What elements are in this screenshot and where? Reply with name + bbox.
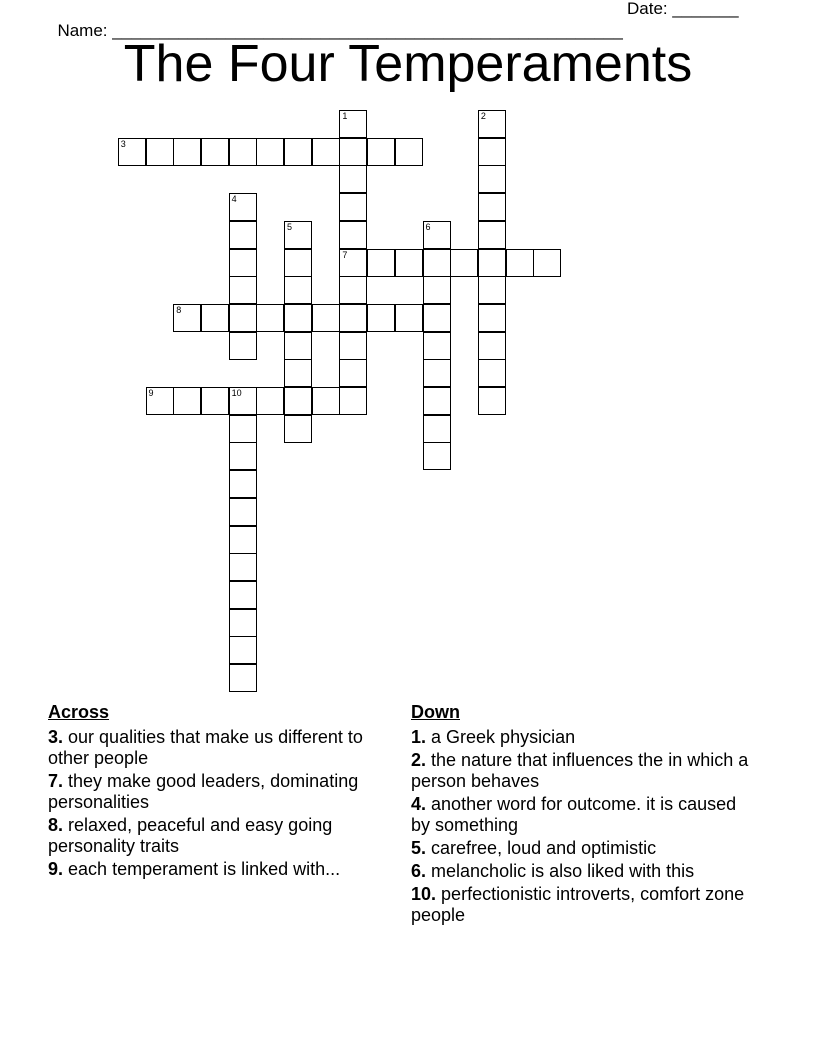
crossword-cell[interactable] [229,415,257,443]
across-clues [48,701,388,882]
crossword-cell[interactable] [201,387,229,415]
clue-text: carefree, loud and optimistic [431,838,657,858]
crossword-cell[interactable] [478,165,506,193]
crossword-cell[interactable] [423,221,451,249]
crossword-cell[interactable] [478,276,506,304]
crossword-cell[interactable] [229,664,257,692]
crossword-cell[interactable] [284,415,312,443]
clue-across-7 [48,771,388,813]
crossword-cell[interactable] [478,249,506,277]
down-heading: Down [411,702,460,722]
clue-number: 2. [411,750,427,770]
clue-across-9 [48,859,388,880]
clue-text: perfectionistic introverts, comfort zone people [411,884,745,925]
crossword-cell[interactable] [339,221,367,249]
clue-text: our qualities that make us different to other people [48,727,363,768]
clue-down-5 [411,838,756,859]
crossword-cell[interactable] [312,138,340,166]
crossword-cell[interactable] [173,387,201,415]
clue-number: 9. [48,859,64,879]
clue-number: 6. [411,861,427,881]
crossword-cell[interactable] [229,387,257,415]
crossword-cell[interactable] [395,304,423,332]
crossword-cell[interactable] [506,249,534,277]
crossword-cell[interactable] [118,138,146,166]
cell-number: 3 [120,138,126,149]
crossword-cell[interactable] [229,304,257,332]
crossword-cell[interactable] [312,304,340,332]
crossword-cell[interactable] [256,304,284,332]
crossword-cell[interactable] [146,138,174,166]
crossword-cell[interactable] [339,387,367,415]
crossword-cell[interactable] [284,276,312,304]
crossword-cell[interactable] [339,304,367,332]
clue-text: the nature that influences the in which a person behaves [411,750,749,791]
clue-down-4 [411,794,756,836]
clue-across-8 [48,815,388,857]
crossword-cell[interactable] [339,193,367,221]
clue-number: 3. [48,727,64,747]
crossword-cell[interactable] [367,138,395,166]
cell-number: 4 [231,194,237,205]
crossword-cell[interactable] [229,526,257,554]
crossword-cell[interactable] [229,332,257,360]
clue-number: 10. [411,884,437,904]
date-field[interactable]: Date: _______ [627,0,739,18]
cell-number: 5 [287,221,293,232]
crossword-cell[interactable] [229,193,257,221]
clue-text: each temperament is linked with... [68,859,341,879]
crossword-cell[interactable] [284,138,312,166]
crossword-cell[interactable] [229,138,257,166]
crossword-cell[interactable] [478,110,506,138]
crossword-cell[interactable] [339,138,367,166]
crossword-cell[interactable] [201,138,229,166]
across-heading: Across [48,702,110,722]
crossword-cell[interactable] [339,110,367,138]
crossword-cell[interactable] [478,138,506,166]
crossword-cell[interactable] [478,387,506,415]
cell-number: 2 [480,111,486,121]
crossword-cell[interactable] [423,387,451,415]
cell-number: 1 [342,111,348,121]
cell-number: 8 [176,304,182,315]
crossword-cell[interactable] [229,276,257,304]
cell-number: 9 [148,388,154,398]
crossword-cell[interactable] [478,359,506,387]
cell-number: 7 [342,249,348,260]
crossword-cell[interactable] [423,276,451,304]
crossword-cell[interactable] [229,221,257,249]
crossword-cell[interactable] [173,304,201,332]
crossword-cell[interactable] [478,221,506,249]
clue-down-6 [411,861,756,882]
page-title: The Four Temperaments [123,35,693,93]
crossword-cell[interactable] [201,304,229,332]
down-clues [411,701,756,928]
crossword-cell[interactable] [256,387,284,415]
crossword-cell[interactable] [339,332,367,360]
crossword-cell[interactable] [339,276,367,304]
crossword-cell[interactable] [395,138,423,166]
clue-number: 8. [48,815,64,835]
clue-text: a Greek physician [431,727,576,747]
crossword-cell[interactable] [229,249,257,277]
crossword-cell[interactable] [229,636,257,664]
clue-down-2 [411,750,756,792]
clue-down-10 [411,884,756,926]
clue-text: they make good leaders, dominating personalities [48,771,359,812]
clue-text: relaxed, peaceful and easy going personality traits [48,815,333,856]
crossword-cell[interactable] [284,249,312,277]
crossword-cell[interactable] [533,249,561,277]
cell-number: 10 [231,388,242,398]
cell-number: 6 [425,221,431,232]
crossword-cell[interactable] [146,387,174,415]
clue-number: 4. [411,794,427,814]
crossword-cell[interactable] [450,249,478,277]
crossword-cell[interactable] [339,165,367,193]
crossword-cell[interactable] [478,304,506,332]
clue-text: another word for outcome. it is caused by something [411,794,737,835]
crossword-cell[interactable] [229,470,257,498]
crossword-cell[interactable] [423,304,451,332]
clue-number: 1. [411,727,427,747]
crossword-cell[interactable] [423,249,451,277]
crossword-cell[interactable] [423,332,451,360]
crossword-cell[interactable] [284,221,312,249]
crossword-cell[interactable] [229,581,257,609]
clue-across-3 [48,727,388,769]
crossword-cell[interactable] [423,442,451,470]
clue-number: 5. [411,838,427,858]
crossword-cell[interactable] [284,359,312,387]
clue-down-1 [411,727,756,748]
clue-number: 7. [48,771,64,791]
crossword-cell[interactable] [395,249,423,277]
crossword-cell[interactable] [339,359,367,387]
crossword-cell[interactable] [478,193,506,221]
crossword-cell[interactable] [173,138,201,166]
crossword-cell[interactable] [256,138,284,166]
clue-text: melancholic is also liked with this [431,861,695,881]
name-field[interactable]: Name: ______________________________________________________ [57,21,623,40]
crossword-cell[interactable] [229,498,257,526]
crossword-cell[interactable] [478,332,506,360]
crossword-cell[interactable] [284,304,312,332]
crossword-cell[interactable] [284,332,312,360]
crossword-cell[interactable] [229,553,257,581]
crossword-cell[interactable] [423,359,451,387]
crossword-cell[interactable] [367,249,395,277]
crossword-cell[interactable] [339,249,367,277]
crossword-cell[interactable] [229,609,257,637]
crossword-cell[interactable] [423,415,451,443]
crossword-cell[interactable] [312,387,340,415]
crossword-cell[interactable] [229,442,257,470]
crossword-cell[interactable] [367,304,395,332]
crossword-cell[interactable] [284,387,312,415]
